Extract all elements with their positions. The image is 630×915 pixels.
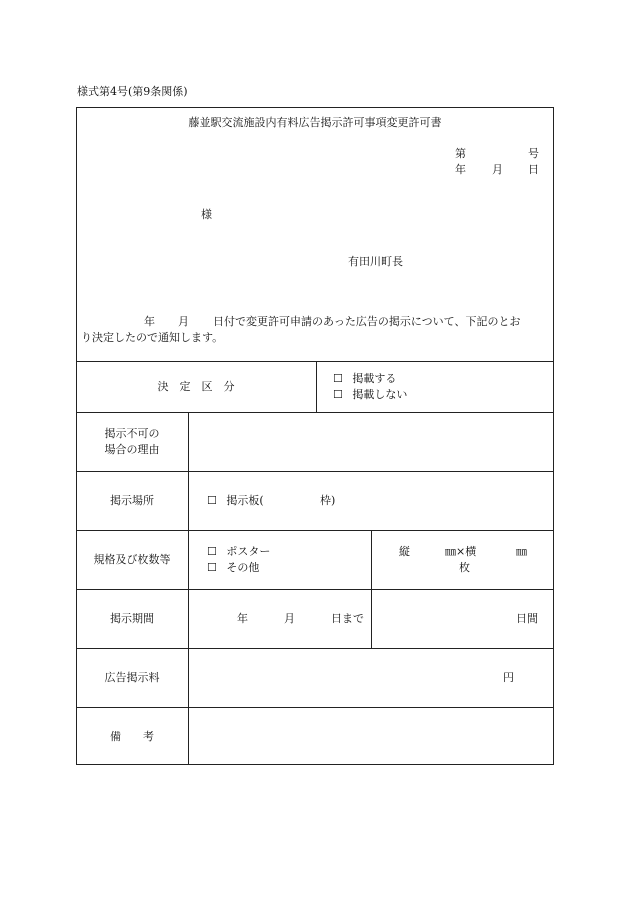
row-divider <box>76 530 554 531</box>
specs-option-other[interactable] <box>207 561 259 575</box>
row-divider <box>76 471 554 472</box>
body-text-line2: り決定したので通知します。 <box>81 331 224 344</box>
specs-size-times-horizontal: ㎜×横 <box>445 545 477 558</box>
remarks-label: 備 考 <box>110 730 154 743</box>
row-divider <box>76 707 554 708</box>
location-label: 掲示場所 <box>110 494 154 507</box>
specs-option-poster-label: ポスター <box>226 545 271 558</box>
specs-label: 規格及び枚数等 <box>93 553 171 566</box>
period-until: 日まで <box>331 612 364 625</box>
date-year: 年 <box>455 163 466 176</box>
issuer-name: 有田川町長 <box>348 255 403 268</box>
decision-option-not-publish[interactable] <box>333 388 407 402</box>
location-frames-suffix: 枠) <box>320 494 336 507</box>
checkbox-icon[interactable]: ☐ <box>207 545 217 558</box>
period-month: 月 <box>284 612 295 625</box>
specs-option-other-label: その他 <box>226 561 260 574</box>
checkbox-icon[interactable]: ☐ <box>333 388 343 401</box>
row-divider <box>76 648 554 649</box>
date-day: 日 <box>528 163 539 176</box>
period-year: 年 <box>237 612 248 625</box>
period-label: 掲示期間 <box>110 612 154 625</box>
row-divider <box>76 589 554 590</box>
specs-size-mm: ㎜ <box>516 545 527 558</box>
period-days: 日間 <box>516 612 538 625</box>
specs-sheets: 枚 <box>459 561 470 574</box>
refusal-reason-label-line1: 掲示不可の <box>104 427 160 440</box>
body-date-month: 月 <box>178 315 189 328</box>
fee-label: 広告掲示料 <box>104 671 160 684</box>
location-option-board[interactable] <box>207 494 264 508</box>
checkbox-icon[interactable]: ☐ <box>333 372 343 385</box>
date-month: 月 <box>492 163 503 176</box>
refusal-reason-label-line2: 場合の理由 <box>104 443 160 456</box>
fee-unit: 円 <box>503 671 514 684</box>
decision-option-not-publish-label: 掲載しない <box>352 388 408 401</box>
body-text-line1: 日付で変更許可申請のあった広告の掲示について、下記のとお <box>213 315 521 328</box>
column-divider <box>371 530 372 648</box>
checkbox-icon[interactable]: ☐ <box>207 494 217 507</box>
decision-option-publish[interactable] <box>333 372 396 386</box>
body-date-year: 年 <box>144 315 155 328</box>
specs-option-poster[interactable] <box>207 545 270 559</box>
form-label: 様式第4号(第9条関係) <box>77 85 188 98</box>
row-divider <box>76 361 554 362</box>
row-divider <box>76 412 554 413</box>
specs-size-vertical: 縦 <box>399 545 410 558</box>
column-divider <box>316 361 317 412</box>
document-title: 藤並駅交流施設内有料広告掲示許可事項変更許可書 <box>188 116 442 129</box>
location-board-label: 掲示板( <box>226 494 264 507</box>
decision-option-publish-label: 掲載する <box>352 372 397 385</box>
addressee-suffix: 様 <box>201 208 212 221</box>
checkbox-icon[interactable]: ☐ <box>207 561 217 574</box>
doc-number-prefix: 第 <box>455 147 466 160</box>
decision-label: 決 定 区 分 <box>157 380 235 393</box>
doc-number-suffix: 号 <box>528 147 539 160</box>
column-divider <box>188 412 189 765</box>
